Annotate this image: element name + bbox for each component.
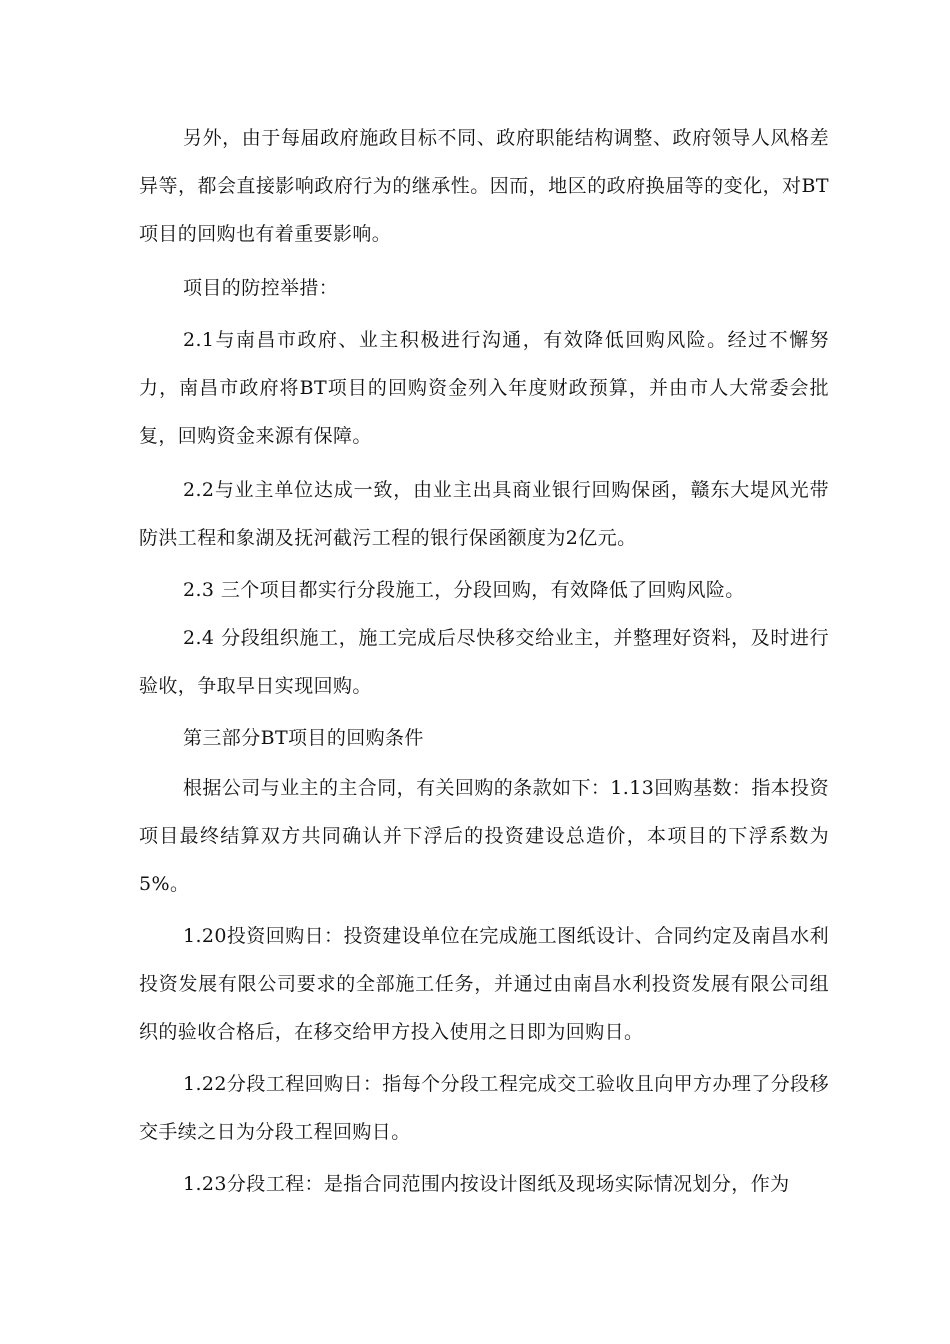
paragraph-clause-1-13: 根据公司与业主的主合同，有关回购的条款如下：1.13回购基数：指本投资项目最终结算双方共同确认并下浮后的投资建设总造价，本项目的下浮系数为5%。: [139, 777, 829, 895]
paragraph-control-measures-heading: 项目的防控举措：: [183, 277, 339, 299]
paragraph-government-change: 另外，由于每届政府施政目标不同、政府职能结构调整、政府领导人风格差异等，都会直接影响政府行为的继承性。因而，地区的政府换届等的变化，对BT项目的回购也有着重要影响。: [139, 127, 829, 245]
paragraph-measure-2-4: 2.4 分段组织施工，施工完成后尽快移交给业主，并整理好资料，及时进行验收，争取早日实现回购。: [139, 627, 829, 697]
paragraph-measure-2-3: 2.3 三个项目都实行分段施工，分段回购，有效降低了回购风险。: [183, 579, 745, 601]
paragraph-clause-1-23: 1.23分段工程：是指合同范围内按设计图纸及现场实际情况划分，作为: [183, 1173, 790, 1195]
paragraph-measure-2-1: 2.1与南昌市政府、业主积极进行沟通，有效降低回购风险。经过不懈努力，南昌市政府将BT项目的回购资金列入年度财政预算，并由市人大常委会批复，回购资金来源有保障。: [139, 329, 829, 447]
paragraph-clause-1-22: 1.22分段工程回购日：指每个分段工程完成交工验收且向甲方办理了分段移交手续之日为分段工程回购日。: [139, 1073, 829, 1143]
section-heading-part-three: 第三部分BT项目的回购条件: [183, 727, 424, 749]
paragraph-clause-1-20: 1.20投资回购日：投资建设单位在完成施工图纸设计、合同约定及南昌水利投资发展有限公司要求的全部施工任务，并通过由南昌水利投资发展有限公司组织的验收合格后，在移交给甲方投入使用之日即为回购日。: [139, 925, 829, 1043]
paragraph-measure-2-2: 2.2与业主单位达成一致，由业主出具商业银行回购保函，赣东大堤风光带防洪工程和象湖及抚河截污工程的银行保函额度为2亿元。: [139, 479, 829, 549]
